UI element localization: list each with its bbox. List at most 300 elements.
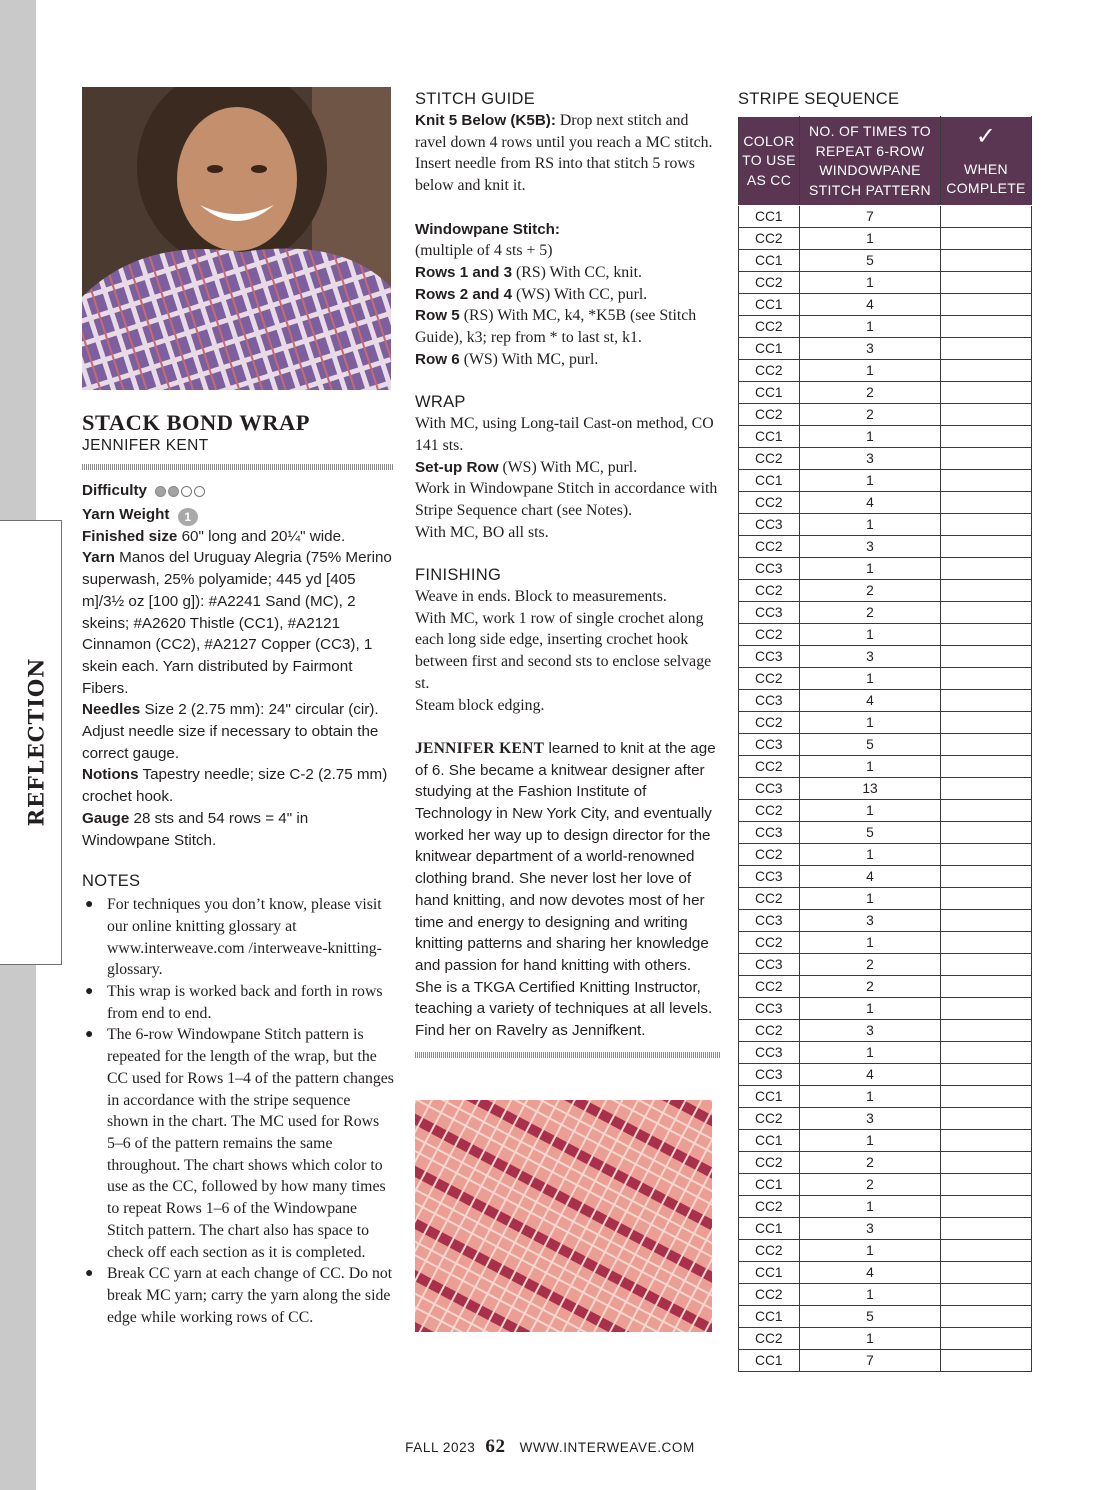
cc-color-cell: CC2 <box>739 844 800 866</box>
section-label: REFLECTION <box>23 657 49 827</box>
cc-color-cell: CC3 <box>739 822 800 844</box>
stripe-sequence-table <box>738 116 1032 1372</box>
dotted-divider <box>415 1052 720 1058</box>
cc-color-cell: CC2 <box>739 1196 800 1218</box>
repeat-count-cell: 1 <box>800 800 941 822</box>
yarn-value: Manos del Uruguay Alegria (75% Merino superwash, 25% polyamide; 445 yd [405 m]/3½ oz [100 g]): #A2241 Sand (MC), 2 skeins; #A2620 Thistle (CC1), #A2121 Cinnamon (CC2), #A2127 Copper (CC3), 1 skein each. Yarn distributed by Fairmont Fibers. <box>82 549 392 697</box>
complete-checkbox-cell[interactable] <box>941 998 1032 1020</box>
note-text: The 6-row Windowpane Stitch pattern is repeated for the length of the wrap, but the CC used for Rows 1–4 of the pattern changes in accordance with the stripe sequence shown in the chart. The MC used for Rows 5–6 of the pattern remains the same throughout. The chart shows which color to use as the CC, followed by how many times to repeat Rows 1–6 of the Windowpane Stitch pattern. The chart also has space to check off each section as it is completed. <box>107 1026 394 1261</box>
table-row <box>739 492 1032 514</box>
notions-value: Tapestry needle; size C-2 (2.75 mm) crochet hook. <box>82 766 388 806</box>
repeat-count-cell: 4 <box>800 294 941 316</box>
table-row <box>739 426 1032 448</box>
needles-label: Needles <box>82 701 141 719</box>
wrap-heading: WRAP <box>415 393 466 412</box>
complete-checkbox-cell[interactable] <box>941 646 1032 668</box>
complete-checkbox-cell[interactable] <box>941 1020 1032 1042</box>
repeat-count-cell: 5 <box>800 822 941 844</box>
finished-size-line <box>82 526 394 548</box>
table-row <box>739 1196 1032 1218</box>
complete-checkbox-cell[interactable] <box>941 426 1032 448</box>
column-header-complete-label: WHEN COMPLETE <box>946 160 1026 196</box>
table-row <box>739 668 1032 690</box>
complete-checkbox-cell[interactable] <box>941 800 1032 822</box>
cc-color-cell: CC2 <box>739 932 800 954</box>
notes-list <box>82 894 394 1328</box>
needles-line <box>82 699 394 764</box>
repeat-count-cell: 4 <box>800 690 941 712</box>
wrap-work: Work in Windowpane Stitch in accordance with Stripe Sequence chart (see Notes). <box>415 480 718 519</box>
repeat-count-cell: 1 <box>800 1328 941 1350</box>
complete-checkbox-cell[interactable] <box>941 250 1032 272</box>
page-footer <box>0 1436 1100 1458</box>
table-row <box>739 228 1032 250</box>
table-row <box>739 536 1032 558</box>
complete-checkbox-cell[interactable] <box>941 558 1032 580</box>
cc-color-cell: CC1 <box>739 1350 800 1372</box>
cc-color-cell: CC2 <box>739 404 800 426</box>
repeat-count-cell: 1 <box>800 1284 941 1306</box>
table-row <box>739 338 1032 360</box>
repeat-count-cell: 4 <box>800 866 941 888</box>
notions-line <box>82 764 394 807</box>
windowpane-label <box>415 219 720 241</box>
complete-checkbox-cell[interactable] <box>941 712 1032 734</box>
table-row <box>739 448 1032 470</box>
repeat-count-cell: 2 <box>800 602 941 624</box>
repeat-count-cell: 3 <box>800 536 941 558</box>
table-row <box>739 932 1032 954</box>
repeat-count-cell: 3 <box>800 338 941 360</box>
cc-color-cell: CC2 <box>739 1020 800 1042</box>
complete-checkbox-cell[interactable] <box>941 404 1032 426</box>
designer-name: JENNIFER KENT <box>82 437 209 454</box>
cc-color-cell: CC3 <box>739 646 800 668</box>
table-row <box>739 1020 1032 1042</box>
difficulty-rating <box>155 482 207 504</box>
repeat-count-cell: 1 <box>800 470 941 492</box>
cc-color-cell: CC1 <box>739 206 800 228</box>
bullet-icon: ● <box>85 1266 94 1282</box>
cc-color-cell: CC2 <box>739 800 800 822</box>
repeat-count-cell: 13 <box>800 778 941 800</box>
bio-text: learned to knit at the age of 6. She became a knitwear designer after studying at the Fashion Institute of Technology in New York City, and eventually worked her way up to design director for the knitwear department of a world-renowned clothing brand. She never lost her love of hand knitting, and now devotes most of her time and energy to designing and writing knitting patterns and sharing her knowledge and passion for hand knitting with others. She is a TKGA Certified Knitting Instructor, teaching a variety of techniques at all levels. Find her on Ravelry as Jennifkent. <box>415 739 716 1040</box>
repeat-count-cell: 2 <box>800 382 941 404</box>
wrap-setup-row <box>415 457 720 479</box>
cc-color-cell: CC2 <box>739 1328 800 1350</box>
middle-column <box>415 89 720 1332</box>
table-row <box>739 1350 1032 1372</box>
difficulty-label: Difficulty <box>82 482 147 499</box>
table-row <box>739 844 1032 866</box>
complete-checkbox-cell[interactable] <box>941 1042 1032 1064</box>
complete-checkbox-cell[interactable] <box>941 888 1032 910</box>
finishing-heading: FINISHING <box>415 566 502 585</box>
table-row <box>739 888 1032 910</box>
complete-checkbox-cell[interactable] <box>941 954 1032 976</box>
needles-value: Size 2 (2.75 mm): 24" circular (cir). Adjust needle size if necessary to obtain the correct gauge. <box>82 701 379 762</box>
yarn-weight-line <box>82 504 394 526</box>
table-row <box>739 712 1032 734</box>
cc-color-cell: CC3 <box>739 602 800 624</box>
cc-color-cell: CC3 <box>739 734 800 756</box>
cc-color-cell: CC1 <box>739 1130 800 1152</box>
yarn-weight-icon: 1 <box>178 508 198 526</box>
rows-2-4 <box>415 284 720 306</box>
rows-1-3-label: Rows 1 and 3 <box>415 263 513 281</box>
cc-color-cell: CC1 <box>739 1174 800 1196</box>
complete-checkbox-cell[interactable] <box>941 492 1032 514</box>
repeat-count-cell: 1 <box>800 1086 941 1108</box>
setup-row-label: Set-up Row <box>415 458 499 476</box>
complete-checkbox-cell[interactable] <box>941 1130 1032 1152</box>
column-header-repeats: NO. OF TIMES TO REPEAT 6-ROW WINDOWPANE STITCH PATTERN <box>800 117 941 206</box>
cc-color-cell: CC2 <box>739 448 800 470</box>
repeat-count-cell: 1 <box>800 316 941 338</box>
cc-color-cell: CC1 <box>739 1218 800 1240</box>
complete-checkbox-cell[interactable] <box>941 382 1032 404</box>
cc-color-cell: CC2 <box>739 316 800 338</box>
cc-color-cell: CC3 <box>739 558 800 580</box>
complete-checkbox-cell[interactable] <box>941 470 1032 492</box>
cc-color-cell: CC3 <box>739 954 800 976</box>
yarn-weight-label: Yarn Weight <box>82 505 170 523</box>
table-row <box>739 272 1032 294</box>
repeat-count-cell: 2 <box>800 976 941 998</box>
rows-2-4-text: (WS) With CC, purl. <box>516 285 648 303</box>
row-6 <box>415 349 720 371</box>
gauge-line <box>82 808 394 851</box>
k5b-instruction <box>415 110 720 197</box>
table-row <box>739 1174 1032 1196</box>
repeat-count-cell: 3 <box>800 910 941 932</box>
cc-color-cell: CC3 <box>739 690 800 712</box>
table-row <box>739 360 1032 382</box>
complete-checkbox-cell[interactable] <box>941 1240 1032 1262</box>
table-row <box>739 206 1032 228</box>
designer-photo <box>82 87 391 390</box>
repeat-count-cell: 3 <box>800 1108 941 1130</box>
list-item <box>82 1263 394 1328</box>
pattern-title: STACK BOND WRAP <box>82 410 310 435</box>
complete-checkbox-cell[interactable] <box>941 1196 1032 1218</box>
complete-checkbox-cell[interactable] <box>941 624 1032 646</box>
complete-checkbox-cell[interactable] <box>941 822 1032 844</box>
difficulty-dot-empty <box>181 486 192 497</box>
repeat-count-cell: 5 <box>800 1306 941 1328</box>
table-row <box>739 470 1032 492</box>
left-column <box>82 87 394 1328</box>
repeat-count-cell: 1 <box>800 844 941 866</box>
cc-color-cell: CC2 <box>739 536 800 558</box>
table-row <box>739 558 1032 580</box>
gauge-value: 28 sts and 54 rows = 4" in Windowpane Stitch. <box>82 809 309 849</box>
wrap-cast-on: With MC, using Long-tail Cast-on method, CO 141 sts. <box>415 415 714 454</box>
complete-checkbox-cell[interactable] <box>941 778 1032 800</box>
bio-name: JENNIFER KENT <box>415 739 545 757</box>
repeat-count-cell: 3 <box>800 1020 941 1042</box>
notions-label: Notions <box>82 766 139 784</box>
cc-color-cell: CC1 <box>739 1262 800 1284</box>
finishing-steam: Steam block edging. <box>415 696 545 714</box>
complete-checkbox-cell[interactable] <box>941 272 1032 294</box>
cc-color-cell: CC3 <box>739 910 800 932</box>
list-item <box>82 894 394 981</box>
complete-checkbox-cell[interactable] <box>941 1262 1032 1284</box>
note-text: This wrap is worked back and forth in rows from end to end. <box>107 983 383 1022</box>
table-row <box>739 976 1032 998</box>
setup-row-text: (WS) With MC, purl. <box>502 458 638 476</box>
repeat-count-cell: 3 <box>800 448 941 470</box>
stitch-guide-heading: STITCH GUIDE <box>415 90 536 108</box>
repeat-count-cell: 2 <box>800 580 941 602</box>
cc-color-cell: CC1 <box>739 470 800 492</box>
stripe-sequence-rows <box>739 206 1032 1372</box>
repeat-count-cell: 1 <box>800 998 941 1020</box>
table-row <box>739 690 1032 712</box>
table-row <box>739 580 1032 602</box>
table-row <box>739 1328 1032 1350</box>
swatch-photo <box>415 1100 712 1332</box>
complete-checkbox-cell[interactable] <box>941 866 1032 888</box>
complete-checkbox-cell[interactable] <box>941 756 1032 778</box>
table-row <box>739 910 1032 932</box>
repeat-count-cell: 1 <box>800 514 941 536</box>
yarn-label: Yarn <box>82 549 115 567</box>
table-row <box>739 1086 1032 1108</box>
table-row <box>739 1064 1032 1086</box>
complete-checkbox-cell[interactable] <box>941 1064 1032 1086</box>
repeat-count-cell: 4 <box>800 1064 941 1086</box>
complete-checkbox-cell[interactable] <box>941 932 1032 954</box>
row-5-text: (RS) With MC, k4, *K5B (see Stitch Guide), k3; rep from * to last st, k1. <box>415 307 697 347</box>
complete-checkbox-cell[interactable] <box>941 228 1032 250</box>
checkmark-icon: ✓ <box>975 122 997 150</box>
complete-checkbox-cell[interactable] <box>941 206 1032 228</box>
table-row <box>739 866 1032 888</box>
rows-1-3-text: (RS) With CC, knit. <box>516 263 642 281</box>
cc-color-cell: CC3 <box>739 778 800 800</box>
cc-color-cell: CC3 <box>739 514 800 536</box>
list-item <box>82 981 394 1024</box>
table-row <box>739 756 1032 778</box>
table-row <box>739 1152 1032 1174</box>
repeat-count-cell: 2 <box>800 954 941 976</box>
table-row <box>739 1240 1032 1262</box>
repeat-count-cell: 1 <box>800 712 941 734</box>
repeat-count-cell: 1 <box>800 1240 941 1262</box>
bullet-icon: ● <box>85 897 94 913</box>
complete-checkbox-cell[interactable] <box>941 690 1032 712</box>
table-row <box>739 1218 1032 1240</box>
complete-checkbox-cell[interactable] <box>941 1218 1032 1240</box>
complete-checkbox-cell[interactable] <box>941 844 1032 866</box>
cc-color-cell: CC2 <box>739 492 800 514</box>
difficulty-dot-filled <box>155 486 166 497</box>
complete-checkbox-cell[interactable] <box>941 910 1032 932</box>
table-row <box>739 1306 1032 1328</box>
finished-size-value: 60" long and 20¼" wide. <box>181 527 346 545</box>
complete-checkbox-cell[interactable] <box>941 294 1032 316</box>
bullet-icon: ● <box>85 1027 94 1043</box>
dotted-divider <box>82 464 394 470</box>
windowpane-multiple: (multiple of 4 sts + 5) <box>415 242 553 260</box>
complete-checkbox-cell[interactable] <box>941 668 1032 690</box>
cc-color-cell: CC2 <box>739 888 800 910</box>
notes-heading: NOTES <box>82 872 141 891</box>
cc-color-cell: CC2 <box>739 668 800 690</box>
repeat-count-cell: 2 <box>800 1174 941 1196</box>
note-text: For techniques you don’t know, please visit our online knitting glossary at www.interweave.com /interweave-knitting-glossary. <box>107 896 382 979</box>
repeat-count-cell: 1 <box>800 668 941 690</box>
cc-color-cell: CC2 <box>739 228 800 250</box>
repeat-count-cell: 2 <box>800 404 941 426</box>
complete-checkbox-cell[interactable] <box>941 580 1032 602</box>
repeat-count-cell: 5 <box>800 734 941 756</box>
row-5 <box>415 305 720 348</box>
table-row <box>739 822 1032 844</box>
repeat-count-cell: 1 <box>800 426 941 448</box>
complete-checkbox-cell[interactable] <box>941 360 1032 382</box>
cc-color-cell: CC1 <box>739 1306 800 1328</box>
cc-color-cell: CC2 <box>739 1284 800 1306</box>
wrap-bind-off: With MC, BO all sts. <box>415 523 549 541</box>
column-header-color: COLOR TO USE AS CC <box>739 117 800 206</box>
table-row <box>739 316 1032 338</box>
k5b-text: Drop next stitch and ravel down 4 rows until you reach a MC stitch. Insert needle from RS into that stitch 5 rows below and knit it. <box>415 112 713 195</box>
cc-color-cell: CC3 <box>739 866 800 888</box>
complete-checkbox-cell[interactable] <box>941 1086 1032 1108</box>
table-row <box>739 734 1032 756</box>
website-url: WWW.INTERWEAVE.COM <box>519 1440 695 1455</box>
cc-color-cell: CC2 <box>739 624 800 646</box>
column-header-complete <box>941 117 1032 206</box>
designer-bio <box>415 738 720 1042</box>
right-column <box>738 89 1033 1372</box>
repeat-count-cell: 4 <box>800 492 941 514</box>
page-number: 62 <box>485 1436 506 1457</box>
difficulty-dot-filled <box>168 486 179 497</box>
repeat-count-cell: 7 <box>800 206 941 228</box>
table-row <box>739 954 1032 976</box>
table-row <box>739 778 1032 800</box>
repeat-count-cell: 1 <box>800 360 941 382</box>
row-6-text: (WS) With MC, purl. <box>463 350 599 368</box>
cc-color-cell: CC2 <box>739 712 800 734</box>
repeat-count-cell: 5 <box>800 250 941 272</box>
complete-checkbox-cell[interactable] <box>941 1306 1032 1328</box>
repeat-count-cell: 1 <box>800 228 941 250</box>
table-row <box>739 1108 1032 1130</box>
list-item <box>82 1024 394 1263</box>
cc-color-cell: CC2 <box>739 1108 800 1130</box>
table-row <box>739 250 1032 272</box>
cc-color-cell: CC1 <box>739 294 800 316</box>
table-row <box>739 646 1032 668</box>
rows-2-4-label: Rows 2 and 4 <box>415 285 513 303</box>
cc-color-cell: CC3 <box>739 1064 800 1086</box>
repeat-count-cell: 1 <box>800 1042 941 1064</box>
repeat-count-cell: 2 <box>800 1152 941 1174</box>
table-row <box>739 382 1032 404</box>
difficulty-dot-empty <box>194 486 205 497</box>
cc-color-cell: CC2 <box>739 1152 800 1174</box>
stripe-sequence-heading: STRIPE SEQUENCE <box>738 90 900 108</box>
complete-checkbox-cell[interactable] <box>941 316 1032 338</box>
cc-color-cell: CC2 <box>739 756 800 778</box>
bullet-icon: ● <box>85 984 94 1000</box>
complete-checkbox-cell[interactable] <box>941 1328 1032 1350</box>
cc-color-cell: CC1 <box>739 382 800 404</box>
cc-color-cell: CC1 <box>739 1086 800 1108</box>
complete-checkbox-cell[interactable] <box>941 1284 1032 1306</box>
cc-color-cell: CC1 <box>739 338 800 360</box>
repeat-count-cell: 1 <box>800 932 941 954</box>
cc-color-cell: CC2 <box>739 1240 800 1262</box>
repeat-count-cell: 4 <box>800 1262 941 1284</box>
rows-1-3 <box>415 262 720 284</box>
difficulty-line <box>82 480 394 504</box>
cc-color-cell: CC2 <box>739 976 800 998</box>
table-row <box>739 998 1032 1020</box>
repeat-count-cell: 1 <box>800 624 941 646</box>
repeat-count-cell: 1 <box>800 888 941 910</box>
row-5-label: Row 5 <box>415 307 460 325</box>
row-6-label: Row 6 <box>415 350 460 368</box>
complete-checkbox-cell[interactable] <box>941 1108 1032 1130</box>
note-text: Break CC yarn at each change of CC. Do not break MC yarn; carry the yarn along the side edge while working rows of CC. <box>107 1265 393 1326</box>
cc-color-cell: CC3 <box>739 998 800 1020</box>
complete-checkbox-cell[interactable] <box>941 1174 1032 1196</box>
finishing-crochet: With MC, work 1 row of single crochet along each long side edge, inserting crochet hook between first and second sts to enclose selvage st. <box>415 609 712 692</box>
table-row <box>739 1262 1032 1284</box>
finished-size-label: Finished size <box>82 527 178 545</box>
windowpane-label-text: Windowpane Stitch: <box>415 220 560 238</box>
repeat-count-cell: 3 <box>800 646 941 668</box>
complete-checkbox-cell[interactable] <box>941 338 1032 360</box>
table-row <box>739 294 1032 316</box>
table-row <box>739 1130 1032 1152</box>
complete-checkbox-cell[interactable] <box>941 1152 1032 1174</box>
repeat-count-cell: 1 <box>800 756 941 778</box>
complete-checkbox-cell[interactable] <box>941 976 1032 998</box>
repeat-count-cell: 1 <box>800 1130 941 1152</box>
cc-color-cell: CC3 <box>739 1042 800 1064</box>
cc-color-cell: CC2 <box>739 360 800 382</box>
issue-label: FALL 2023 <box>405 1440 476 1455</box>
table-row <box>739 404 1032 426</box>
cc-color-cell: CC1 <box>739 250 800 272</box>
complete-checkbox-cell[interactable] <box>941 448 1032 470</box>
repeat-count-cell: 1 <box>800 558 941 580</box>
finishing-weave: Weave in ends. Block to measurements. <box>415 588 667 606</box>
pattern-specs <box>82 480 394 851</box>
table-row <box>739 514 1032 536</box>
yarn-line <box>82 547 394 699</box>
table-row <box>739 1042 1032 1064</box>
repeat-count-cell: 1 <box>800 1196 941 1218</box>
complete-checkbox-cell[interactable] <box>941 514 1032 536</box>
complete-checkbox-cell[interactable] <box>941 734 1032 756</box>
table-row <box>739 624 1032 646</box>
complete-checkbox-cell[interactable] <box>941 536 1032 558</box>
table-row <box>739 800 1032 822</box>
table-row <box>739 1284 1032 1306</box>
cc-color-cell: CC2 <box>739 272 800 294</box>
cc-color-cell: CC2 <box>739 580 800 602</box>
complete-checkbox-cell[interactable] <box>941 1350 1032 1372</box>
complete-checkbox-cell[interactable] <box>941 602 1032 624</box>
